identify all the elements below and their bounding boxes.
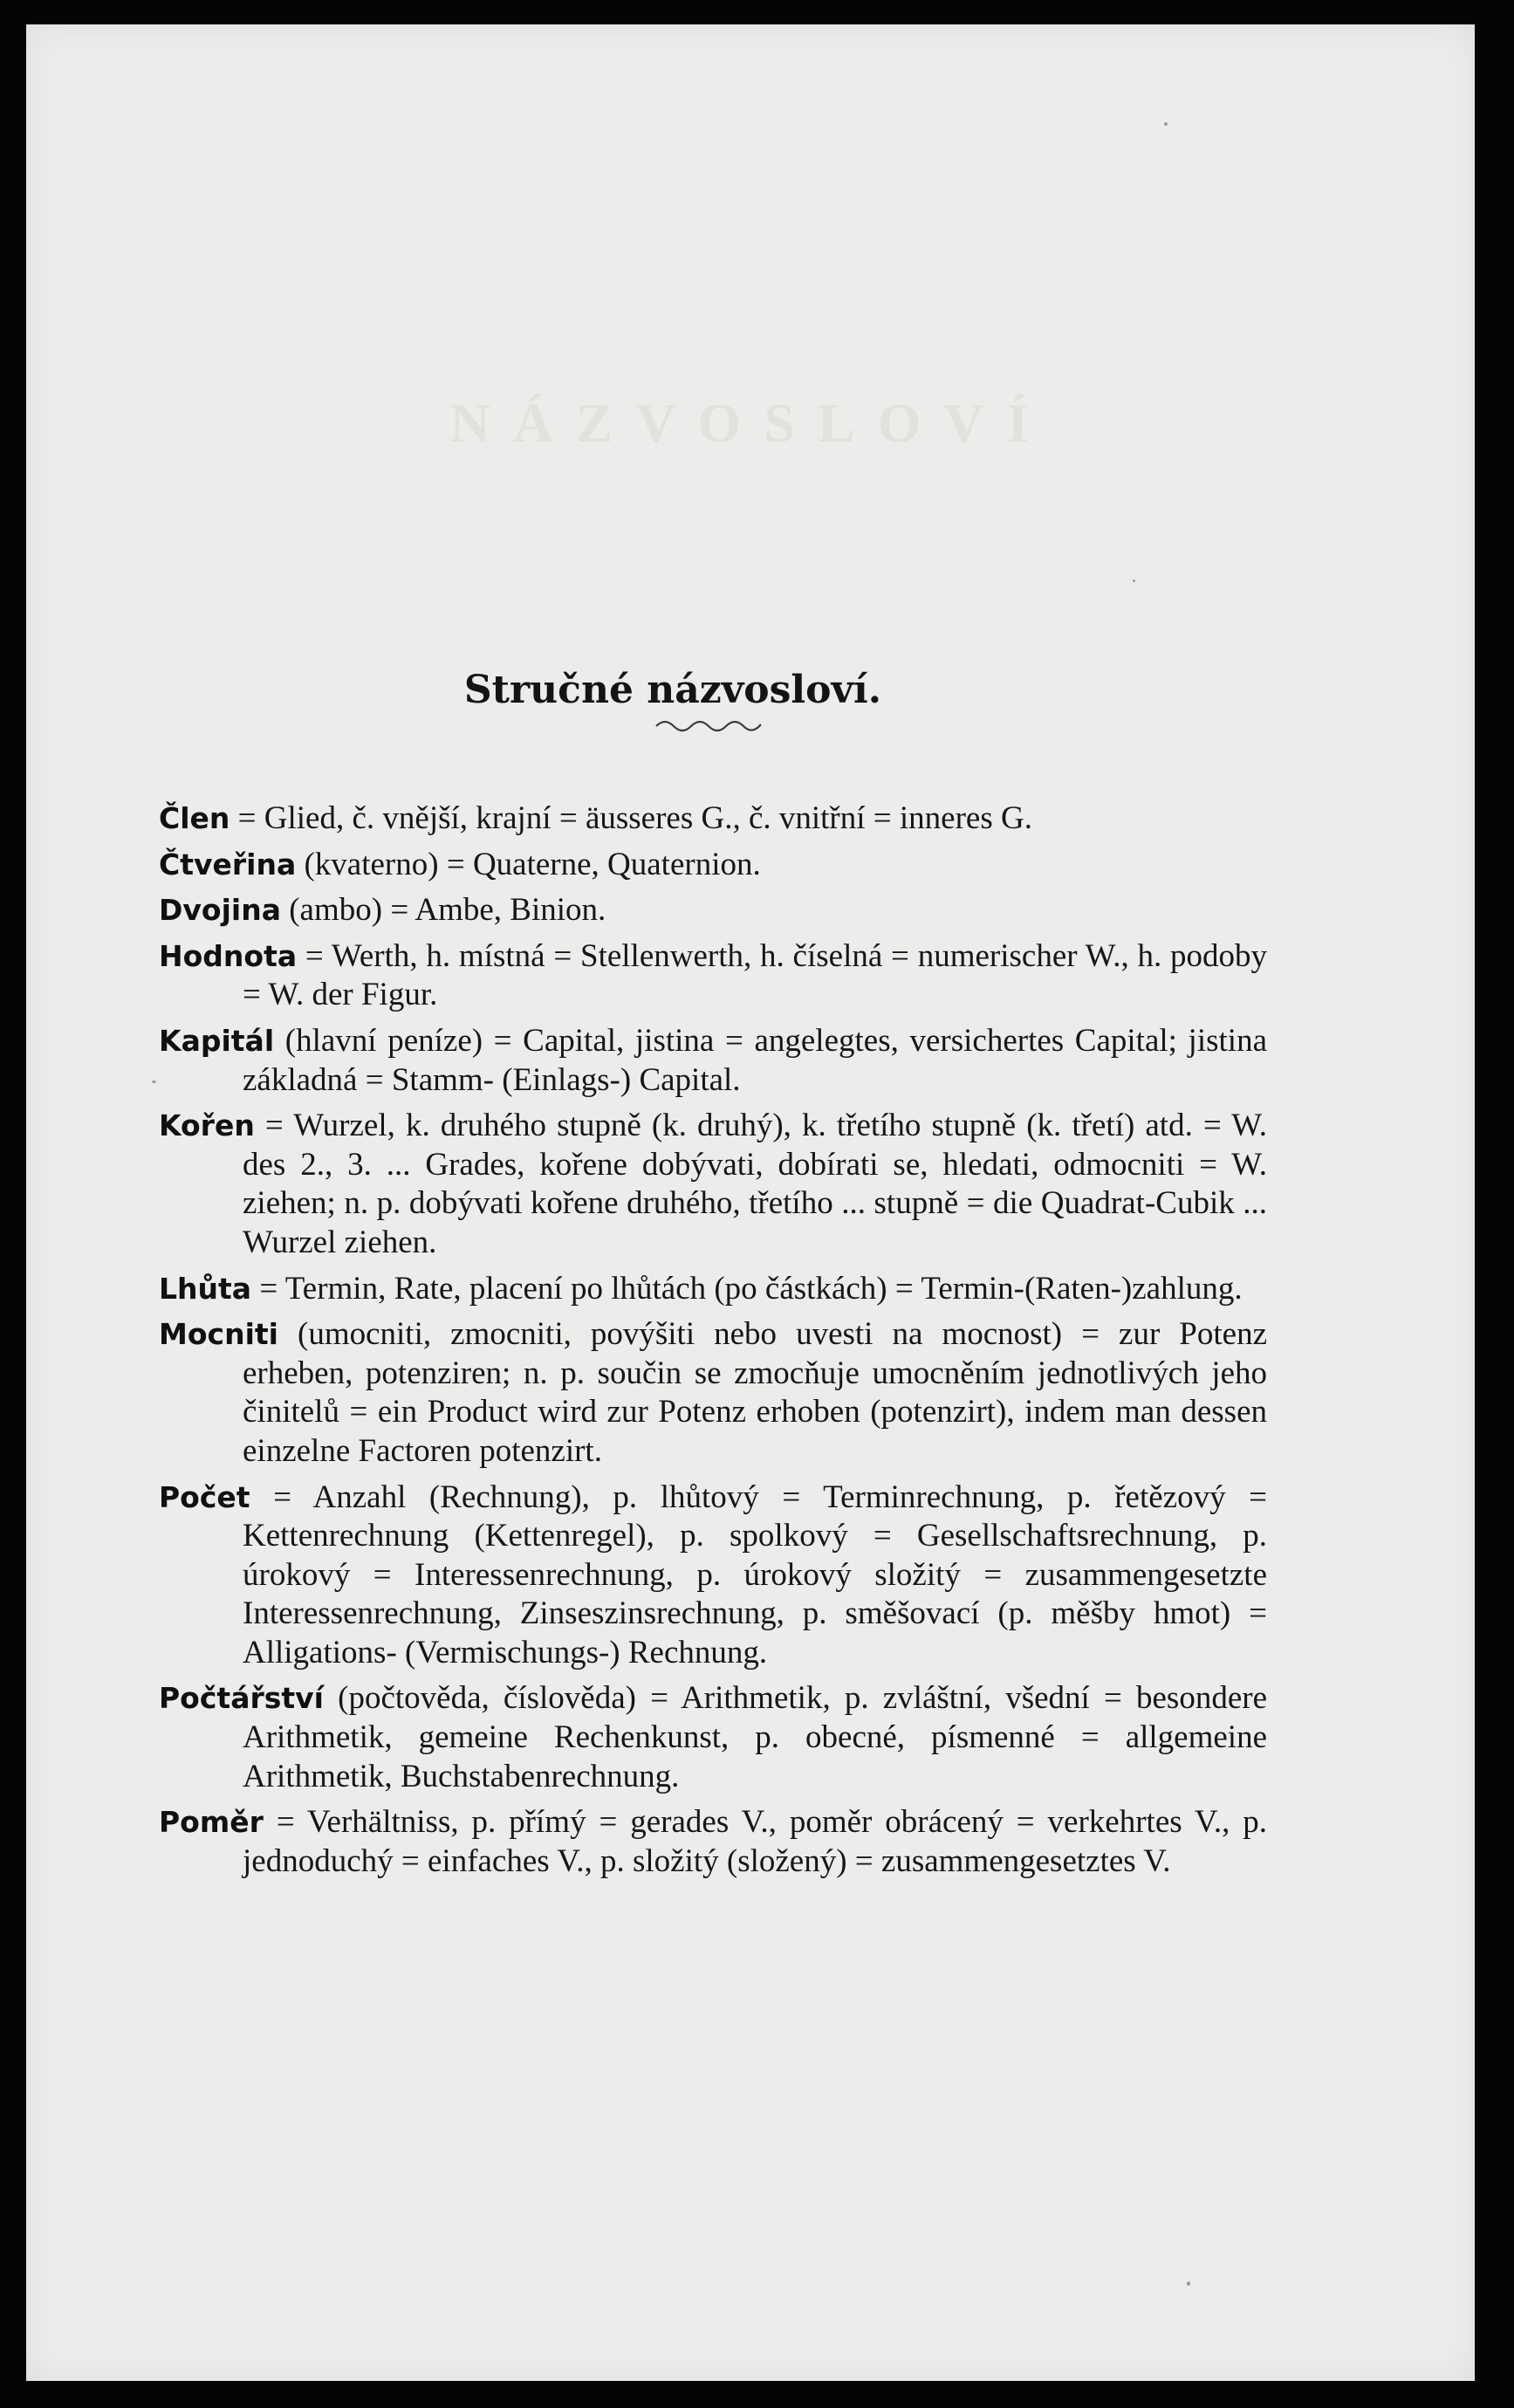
glossary-entry — [159, 1478, 1267, 1673]
glossary-entry — [159, 937, 1267, 1015]
glossary-list — [159, 799, 1267, 1888]
glossary-entry — [159, 1679, 1267, 1796]
paper-speck — [1133, 580, 1135, 582]
glossary-entry — [159, 1270, 1267, 1309]
entry-term: Počet — [159, 1479, 250, 1514]
glossary-entry — [159, 1022, 1267, 1100]
entry-definition: (ambo) = Ambe, Binion. — [289, 892, 606, 929]
entry-term: Člen — [159, 801, 230, 835]
glossary-entry — [159, 1315, 1267, 1471]
entry-definition: (počtověda, číslověda) = Arithmetik, p. zvláštní, všední = besondere Arithmetik, gemeine Rechenkunst, p. obecné, písmenné = allgemeine Arithmetik, Buchstabenrechnung. — [243, 1680, 1267, 1794]
glossary-entry — [159, 1803, 1267, 1881]
bleed-through-heading: NÁZVOSLOVÍ — [449, 392, 1052, 454]
paper-speck — [152, 1081, 156, 1083]
entry-term: Čtveřina — [159, 847, 297, 882]
entry-term: Dvojina — [159, 893, 281, 928]
entry-definition: = Verhältniss, p. přímý = gerades V., poměr obrácený = verkehrtes V., p. jednoduchý = einfaches V., p. složitý (složený) = zusammengesetztes V. — [243, 1804, 1267, 1879]
entry-definition: = Werth, h. místná = Stellenwerth, h. číselná = numerischer W., h. podoby = W. der Figur. — [243, 937, 1267, 1013]
entry-definition: = Glied, č. vnější, krajní = äusseres G., č. vnitřní = inneres G. — [237, 800, 1032, 836]
entry-definition: (kvaterno) = Quaterne, Quaternion. — [304, 846, 761, 882]
entry-term: Kapitál — [159, 1023, 275, 1058]
entry-definition: = Termin, Rate, placení po lhůtách (po částkách) = Termin-(Raten-)zahlung. — [259, 1270, 1243, 1307]
entry-definition: (umocniti, zmocniti, povýšiti nebo uvesti na mocnost) = zur Potenz erheben, potenziren; n. p. součin se zmocňuje umocněním jednotlivých jeho činitelů = ein Product wird zur Potenz erhoben (potenzirt), indem man dessen einzelne Factoren potenzirt. — [243, 1316, 1268, 1469]
paper-speck — [1187, 2281, 1190, 2286]
glossary-entry — [159, 846, 1267, 885]
entry-term: Poměr — [159, 1805, 264, 1840]
entry-definition: = Wurzel, k. druhého stupně (k. druhý), k. třetího stupně (k. třetí) atd. = W. des 2., 3. ... Grades, kořene dobývati, dobírati se, hledati, odmocniti = W. ziehen; n. p. dobývati kořene druhého, třetího ... stupně = die Quadrat-Cubik ... Wurzel ziehen. — [243, 1108, 1268, 1260]
ornament-flourish-icon — [653, 712, 766, 735]
glossary-entry — [159, 1107, 1267, 1262]
entry-term: Lhůta — [159, 1271, 252, 1306]
entry-term: Mocniti — [159, 1317, 278, 1352]
entry-term: Hodnota — [159, 938, 298, 973]
glossary-entry — [159, 891, 1267, 930]
paper-speck — [1164, 122, 1168, 126]
entry-term: Kořen — [159, 1108, 255, 1143]
entry-term: Počtářství — [159, 1681, 324, 1716]
glossary-entry — [159, 799, 1267, 839]
book-page — [26, 24, 1475, 2381]
entry-definition: (hlavní peníze) = Capital, jistina = angelegtes, versichertes Capital; jistina základná = Stamm- (Einlags-) Capital. — [243, 1022, 1267, 1098]
page-title: Stručné názvosloví. — [463, 668, 882, 713]
entry-definition: = Anzahl (Rechnung), p. lhůtový = Terminrechnung, p. řetězový = Kettenrechnung (Kettenregel), p. spolkový = Gesellschaftsrechnung, p. úrokový = Interessenrechnung, p. úrokový složitý = zusammengesetzte Interessenrechnung, Zinseszinsrechnung, p. směšovací (p. měšby hmot) = Alligations- (Vermischungs-) Rechnung. — [243, 1478, 1267, 1671]
